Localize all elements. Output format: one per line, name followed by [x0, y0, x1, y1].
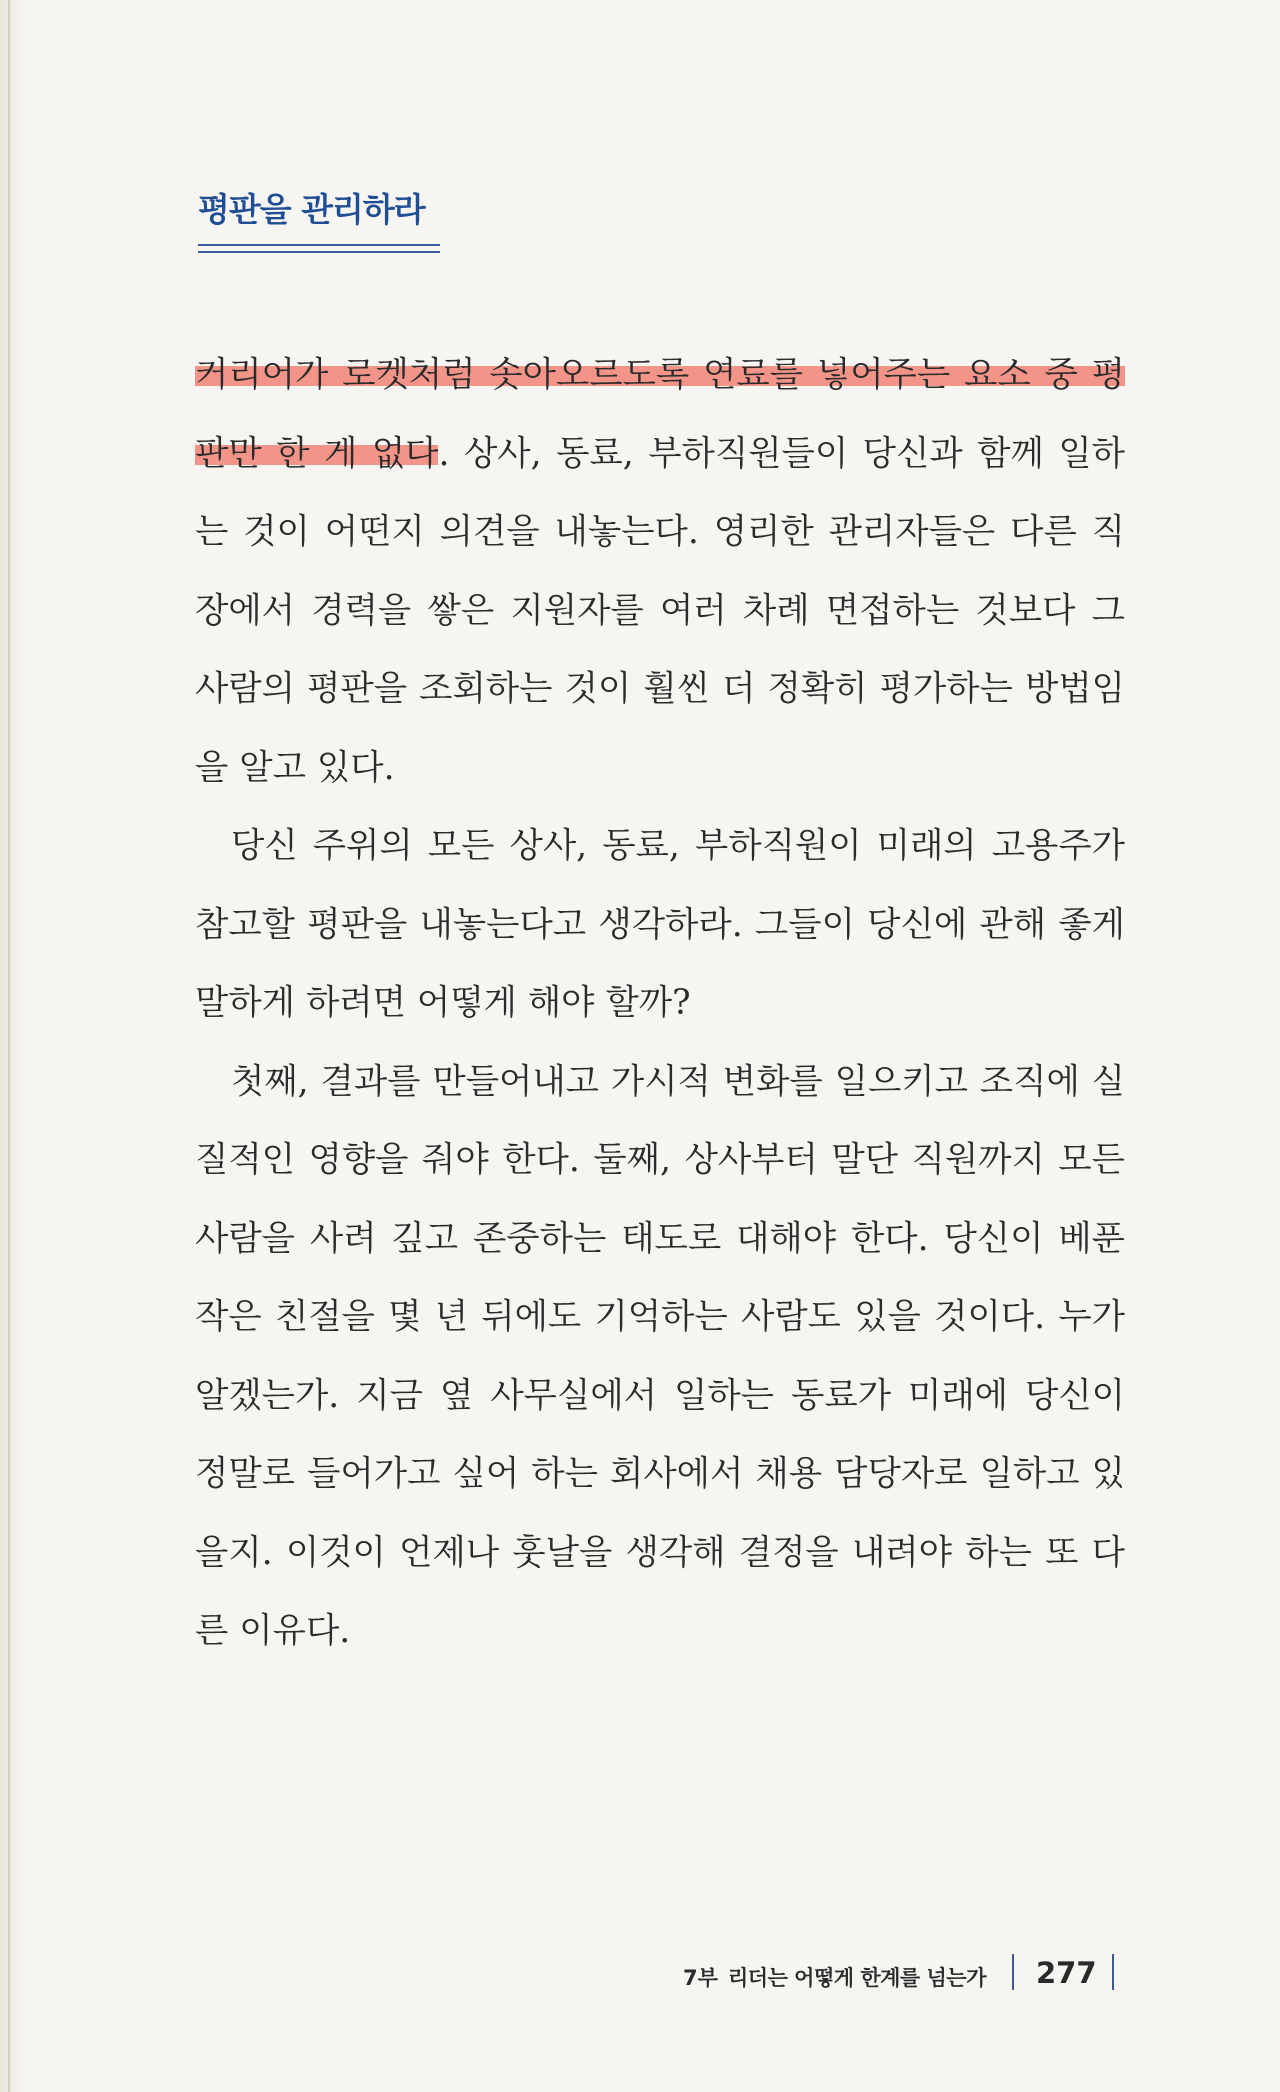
page-binding-edge: [0, 0, 26, 2092]
page-binding-line: [8, 0, 10, 2092]
paragraph-1: [195, 336, 1125, 807]
paragraph-3: 첫째, 결과를 만들어내고 가시적 변화를 일으키고 조직에 실질적인 영향을 줘야 한다. 둘째, 상사부터 말단 직원까지 모든 사람을 사려 깊고 존중하는 태도로 대해야 한다. 당신이 베푼 작은 친절을 몇 년 뒤에도 기억하는 사람도 있을 것이다. 누가 알겠는가. 지금 옆 사무실에서 일하는 동료가 미래에 당신이 정말로 들어가고 싶어 하는 회사에서 채용 담당자로 일하고 있을지. 이것이 언제나 훗날을 생각해 결정을 내려야 하는 또 다른 이유다.: [195, 1061, 1125, 1651]
section-heading: 평판을 관리하라: [198, 190, 425, 229]
body-text: [195, 336, 1125, 1671]
page-number: 277: [1036, 1956, 1097, 1990]
footer-part-number: 7부: [683, 1966, 718, 1990]
paragraph-2: 당신 주위의 모든 상사, 동료, 부하직원이 미래의 고용주가 참고할 평판을 내놓는다고 생각하라. 그들이 당신에 관해 좋게 말하게 하려면 어떻게 해야 할까?: [195, 826, 1125, 1023]
heading-double-rule: [198, 244, 440, 253]
footer-divider-left: [1012, 1954, 1014, 1990]
highlighted-sentence: 커리어가 로켓처럼 솟아오르도록 연료를 넣어주는 요소 중 평판만 한 게 없다: [195, 355, 1125, 474]
paragraph-1-rest: . 상사, 동료, 부하직원들이 당신과 함께 일하는 것이 어떤지 의견을 내놓는다. 영리한 관리자들은 다른 직장에서 경력을 쌓은 지원자를 여러 차례 면접하는 것보다 그 사람의 평판을 조회하는 것이 훨씬 더 정확히 평가하는 방법임을 알고 있다.: [195, 433, 1125, 788]
footer-divider-right: [1112, 1954, 1114, 1990]
footer-part-title: 리더는 어떻게 한계를 넘는가: [728, 1966, 986, 1990]
page-footer: [0, 1950, 1280, 2000]
